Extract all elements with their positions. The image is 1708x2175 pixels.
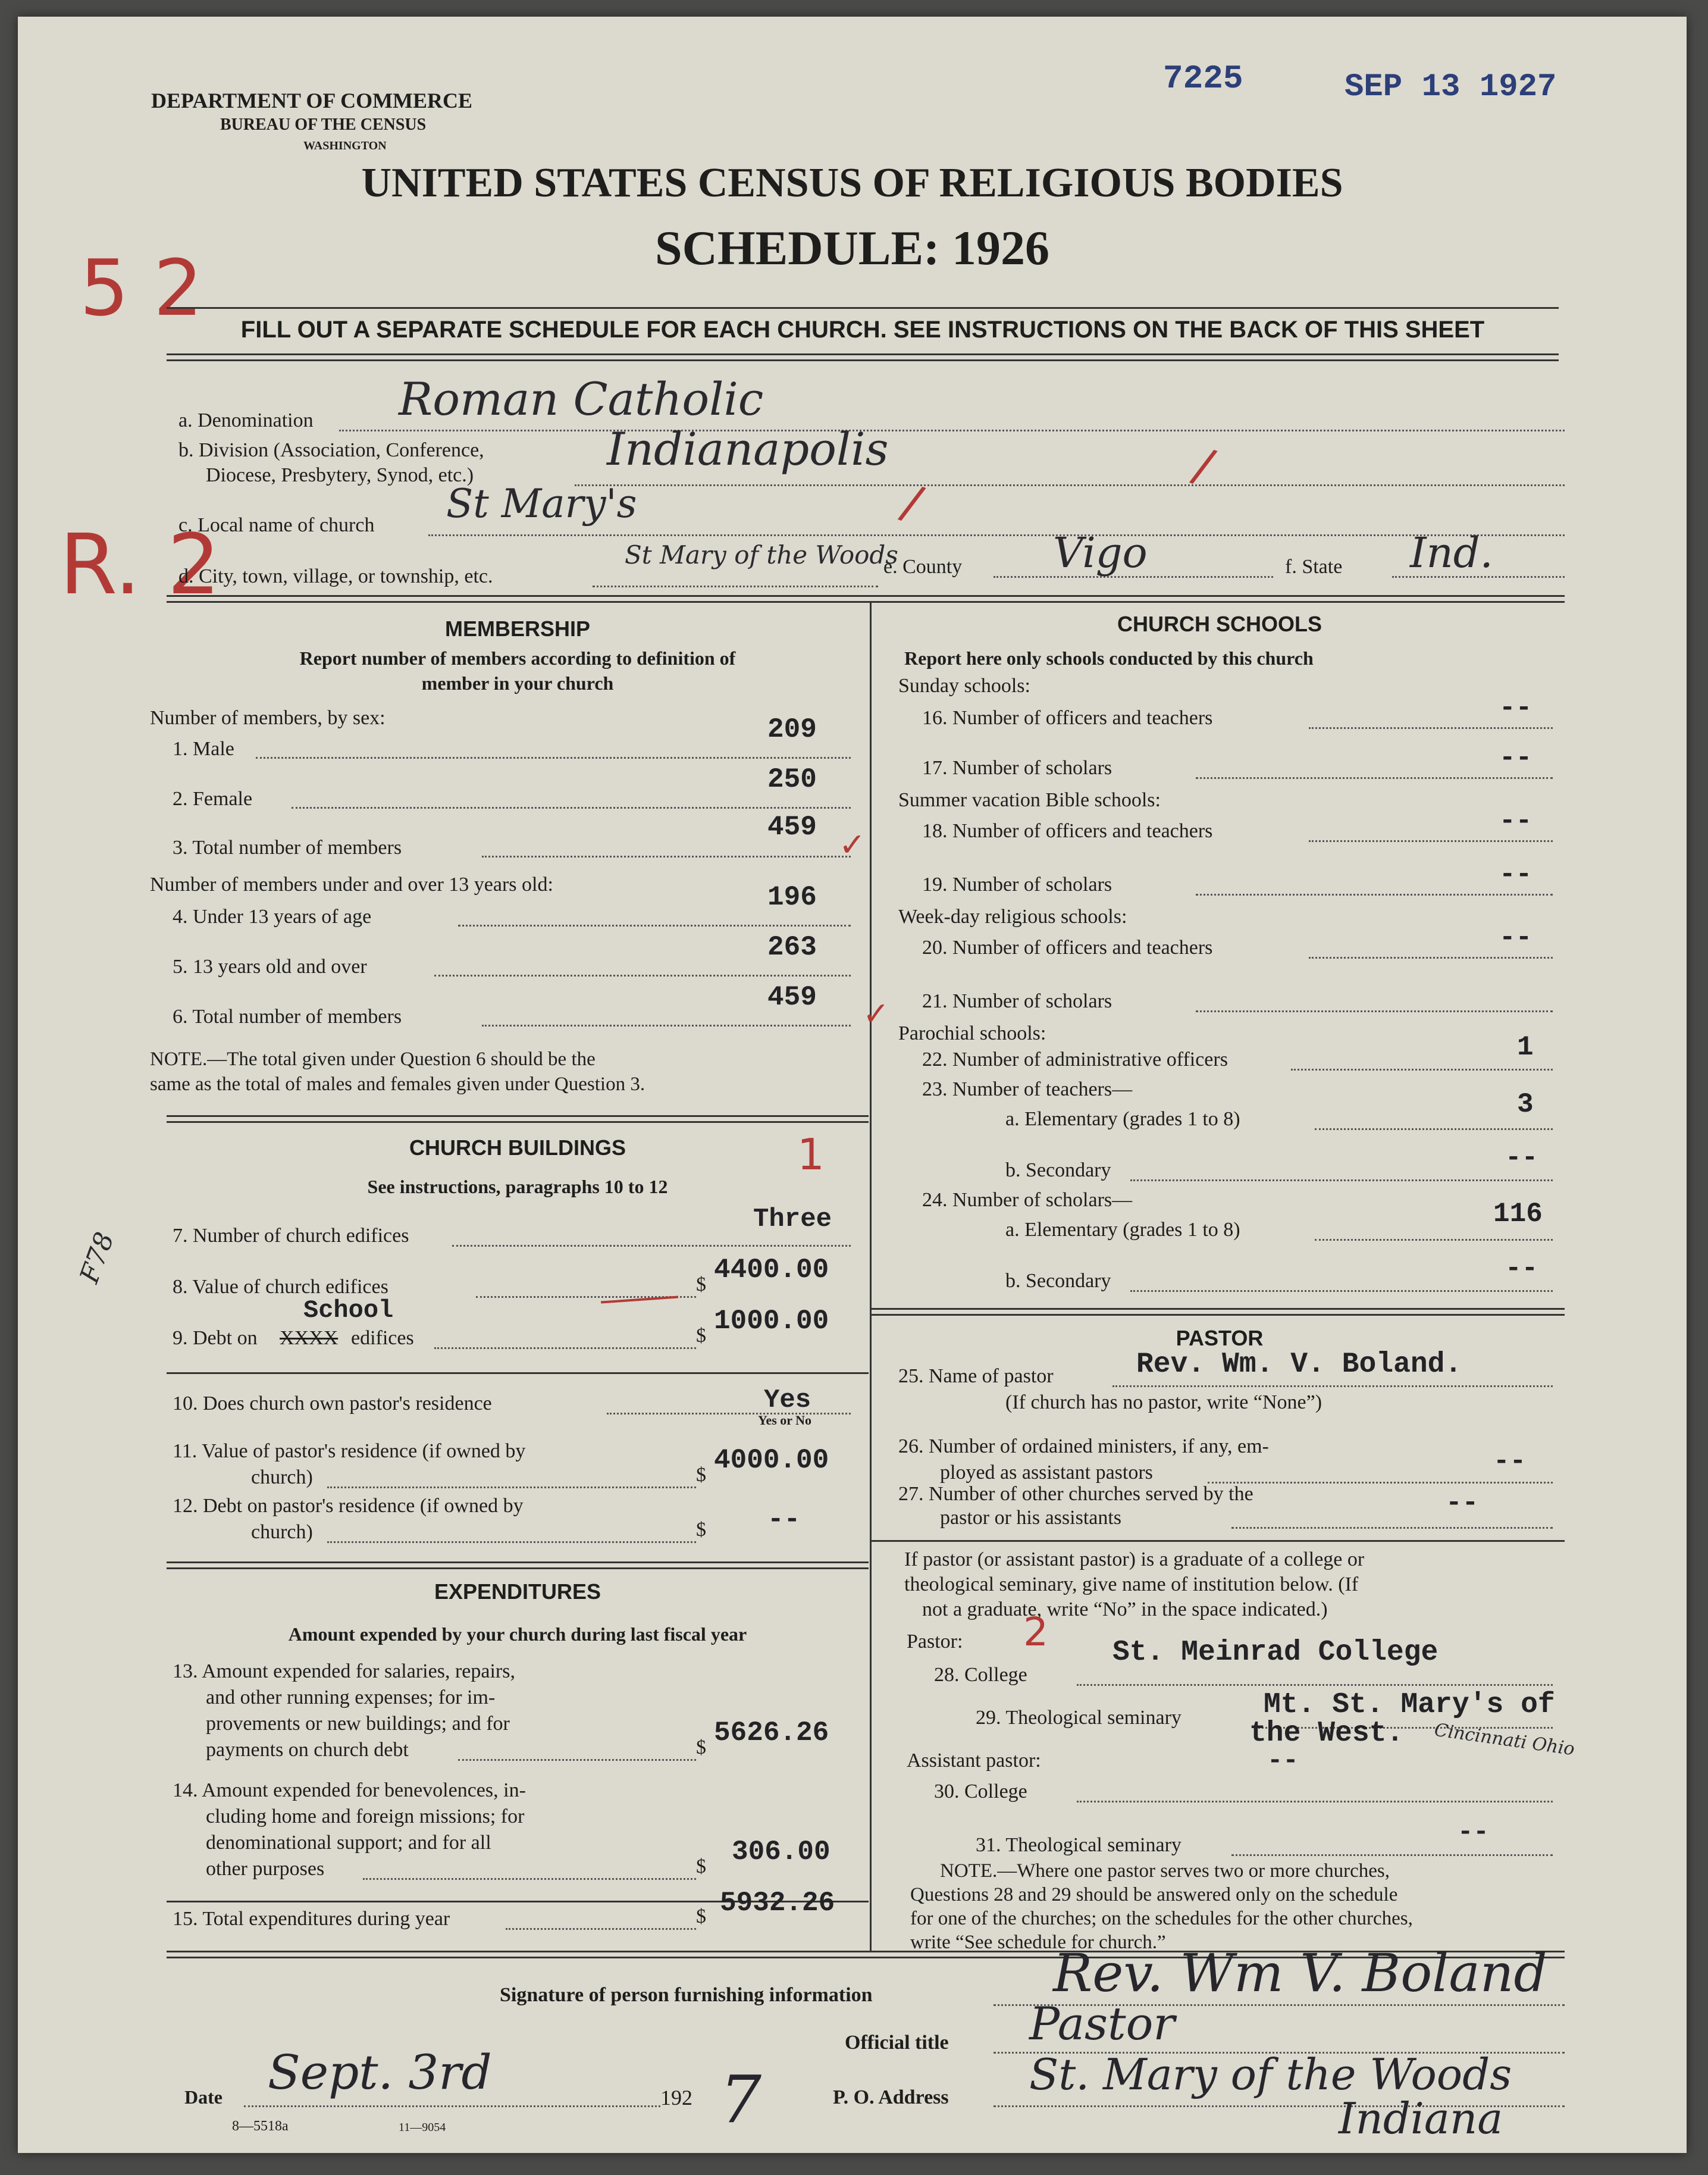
local-name-value: St Mary's xyxy=(446,481,637,527)
signature-label: Signature of person furnishing information xyxy=(500,1984,873,2006)
q21-line xyxy=(1196,1010,1553,1012)
q5-over13-value: 263 xyxy=(767,932,817,963)
q11-label-2: church) xyxy=(251,1466,313,1488)
parochial-schools-label: Parochial schools: xyxy=(898,1022,1046,1044)
q18-line xyxy=(1309,840,1553,842)
q9-line xyxy=(434,1347,696,1349)
local-name-line xyxy=(428,534,1565,536)
denomination-label: a. Denomination xyxy=(178,409,314,431)
q6-label: 6. Total number of members xyxy=(173,1006,402,1028)
section-rule xyxy=(167,1115,869,1123)
pastor-subhead: Pastor: xyxy=(907,1631,963,1653)
city-value: St Mary of the Woods xyxy=(625,540,898,569)
membership-heading: MEMBERSHIP xyxy=(444,616,591,641)
q19-value: -- xyxy=(1499,859,1533,890)
census-form-sheet xyxy=(18,17,1687,2153)
section-rule xyxy=(871,1308,1565,1316)
check-mark: ✓ xyxy=(839,826,866,863)
members-by-sex-label: Number of members, by sex: xyxy=(150,707,386,729)
q6-line xyxy=(482,1025,851,1027)
margin-mark-r2: R. 2 xyxy=(59,517,221,614)
year-digit: 7 xyxy=(720,2061,761,2138)
members-by-age-label: Number of members under and over 13 years old: xyxy=(150,874,553,896)
membership-instruction: Report number of members according to definition of xyxy=(299,647,736,669)
check-mark: ✓ xyxy=(863,995,890,1032)
q13-label-2: and other running expenses; for im- xyxy=(206,1686,496,1708)
q26-value: -- xyxy=(1493,1446,1527,1477)
q29-label: 29. Theological seminary xyxy=(976,1707,1182,1729)
graduate-instruction-2: theological seminary, give name of institution below. (If xyxy=(904,1573,1359,1595)
q29-handwritten-city: Cincinnati Ohio xyxy=(1433,1719,1576,1760)
instruction-line: FILL OUT A SEPARATE SCHEDULE FOR EACH CHURCH. SEE INSTRUCTIONS ON THE BACK OF THIS SHEET xyxy=(240,317,1485,343)
q25-hint: (If church has no pastor, write “None”) xyxy=(1005,1391,1322,1413)
instruction-rule xyxy=(167,353,1559,361)
county-value: Vigo xyxy=(1053,528,1148,577)
q3-label: 3. Total number of members xyxy=(173,837,402,859)
q24a-line xyxy=(1315,1239,1553,1241)
q4-label: 4. Under 13 years of age xyxy=(173,906,372,928)
division-value: Indianapolis xyxy=(607,423,889,475)
q12-dollar: $ xyxy=(696,1519,706,1541)
margin-mark-f78: F78 xyxy=(74,1228,121,1287)
date-value: Sept. 3rd xyxy=(268,2045,492,2100)
department-name: DEPARTMENT OF COMMERCE xyxy=(151,89,473,112)
q29-seminary-value-2: the West. xyxy=(1249,1717,1404,1750)
q11-value: 4000.00 xyxy=(714,1445,829,1476)
q8-label: 8. Value of church edifices xyxy=(173,1276,388,1298)
q25-line xyxy=(1112,1385,1553,1387)
q5-label: 5. 13 years old and over xyxy=(173,956,367,978)
q3-line xyxy=(482,856,851,858)
denomination-line xyxy=(339,430,1565,431)
signature-value: Rev. Wm V. Boland xyxy=(1053,1942,1547,2004)
q28-label: 28. College xyxy=(934,1664,1027,1686)
q18-value: -- xyxy=(1499,806,1533,837)
q30-value: -- xyxy=(1267,1746,1299,1776)
q12-value: -- xyxy=(767,1504,801,1535)
q10-value: Yes xyxy=(764,1385,811,1415)
q2-label: 2. Female xyxy=(173,788,253,810)
check-mark: / xyxy=(1186,437,1221,495)
form-number: 8—5518a xyxy=(232,2118,289,2134)
q13-label: 13. Amount expended for salaries, repairs, xyxy=(173,1660,515,1682)
assistant-pastor-subhead: Assistant pastor: xyxy=(907,1750,1041,1772)
q14-dollar: $ xyxy=(696,1855,706,1877)
q24b-line xyxy=(1130,1290,1553,1292)
top-rule xyxy=(167,307,1559,309)
denomination-value: Roman Catholic xyxy=(399,373,764,425)
column-divider xyxy=(870,602,872,1951)
received-date-stamp: SEP 13 1927 xyxy=(1345,69,1557,105)
q13-label-4: payments on church debt xyxy=(206,1739,409,1761)
received-number-stamp: 7225 xyxy=(1163,60,1243,98)
q22-value: 1 xyxy=(1517,1032,1534,1063)
q29-seminary-value: Mt. St. Mary's of xyxy=(1264,1689,1555,1721)
q27-label: 27. Number of other churches served by the xyxy=(898,1483,1253,1505)
q23-label: 23. Number of teachers— xyxy=(922,1078,1133,1100)
pastor-note-2: Questions 28 and 29 should be answered only on the schedule xyxy=(910,1884,1398,1905)
q31-value: -- xyxy=(1458,1817,1489,1847)
q28-college-value: St. Meinrad College xyxy=(1112,1636,1439,1669)
print-number: 11—9054 xyxy=(399,2121,446,2134)
official-title-value: Pastor xyxy=(1029,1997,1175,2050)
membership-instruction-2: member in your church xyxy=(421,672,614,694)
q4-line xyxy=(458,925,851,927)
q10-hint: Yes or No xyxy=(758,1413,812,1428)
q11-dollar: $ xyxy=(696,1464,706,1486)
q16-line xyxy=(1309,727,1553,729)
q10-label: 10. Does church own pastor's residence xyxy=(173,1392,492,1414)
q20-label: 20. Number of officers and teachers xyxy=(922,937,1213,959)
q28-line xyxy=(1077,1684,1553,1686)
q11-line xyxy=(327,1486,696,1488)
state-label: f. State xyxy=(1285,556,1343,578)
buildings-instruction: See instructions, paragraphs 10 to 12 xyxy=(367,1176,668,1197)
q23b-value: -- xyxy=(1505,1143,1538,1173)
graduate-instruction-3: not a graduate, write “No” in the space indicated.) xyxy=(922,1598,1328,1620)
q7-line xyxy=(452,1245,851,1247)
q9-label-2: edifices xyxy=(351,1327,414,1349)
q9-struck-word: XXXX xyxy=(280,1327,339,1349)
county-label: e. County xyxy=(883,556,963,578)
q23b-label: b. Secondary xyxy=(1005,1159,1111,1181)
q2-female-value: 250 xyxy=(767,764,817,795)
q14-value: 306.00 xyxy=(732,1836,831,1867)
q14-label-3: denominational support; and for all xyxy=(206,1832,491,1854)
schools-instruction: Report here only schools conducted by this church xyxy=(904,647,1314,669)
q24a-value: 116 xyxy=(1493,1198,1543,1229)
q18-label: 18. Number of officers and teachers xyxy=(922,820,1213,842)
q5-line xyxy=(434,975,851,977)
q15-line xyxy=(506,1928,696,1930)
q23b-line xyxy=(1130,1179,1553,1181)
po-address-value: St. Mary of the Woods xyxy=(1029,2049,1512,2099)
membership-note: NOTE.—The total given under Question 6 should be the xyxy=(150,1049,596,1070)
city-label: d. City, town, village, or township, etc. xyxy=(178,565,493,587)
q7-edifices-value: Three xyxy=(753,1204,832,1234)
q16-label: 16. Number of officers and teachers xyxy=(922,707,1213,729)
q2-line xyxy=(292,807,851,809)
division-line xyxy=(575,484,1565,486)
membership-note-2: same as the total of males and females given under Question 3. xyxy=(150,1074,645,1095)
q20-value: -- xyxy=(1499,922,1533,953)
division-label: b. Division (Association, Conference, xyxy=(178,439,484,461)
date-label: Date xyxy=(184,2086,222,2108)
q17-value: -- xyxy=(1499,743,1533,774)
ident-bottom-rule xyxy=(167,595,1565,603)
q12-line xyxy=(327,1541,696,1543)
q15-value: 5932.26 xyxy=(720,1888,835,1919)
q20-line xyxy=(1309,957,1553,959)
q13-value: 5626.26 xyxy=(714,1717,829,1748)
q24b-label: b. Secondary xyxy=(1005,1270,1111,1292)
q9-dollar: $ xyxy=(696,1325,706,1347)
margin-mark-52: 5 2 xyxy=(80,243,203,333)
q9-value: 1000.00 xyxy=(714,1306,829,1337)
q27-label-2: pastor or his assistants xyxy=(940,1507,1122,1529)
po-address-label: P. O. Address xyxy=(833,2086,949,2108)
bureau-city: WASHINGTON xyxy=(303,139,387,152)
q21-label: 21. Number of scholars xyxy=(922,990,1112,1012)
q24-label: 24. Number of scholars— xyxy=(922,1189,1133,1211)
q27-line xyxy=(1231,1527,1553,1529)
q1-male-value: 209 xyxy=(767,714,817,745)
q8-dollar: $ xyxy=(696,1273,706,1295)
form-title: UNITED STATES CENSUS OF RELIGIOUS BODIES xyxy=(361,160,1343,206)
q31-line xyxy=(1231,1854,1553,1856)
q22-line xyxy=(1291,1069,1553,1071)
q13-label-3: provements or new buildings; and for xyxy=(206,1713,510,1735)
schools-heading: CHURCH SCHOOLS xyxy=(1117,612,1322,636)
q15-label: 15. Total expenditures during year xyxy=(173,1908,450,1930)
q1-label: 1. Male xyxy=(173,738,234,760)
q13-line xyxy=(458,1759,696,1761)
q26-label-2: ployed as assistant pastors xyxy=(940,1462,1153,1484)
pastor-name-value: Rev. Wm. V. Boland. xyxy=(1136,1348,1462,1381)
expenditures-heading: EXPENDITURES xyxy=(434,1579,601,1604)
q6-total-value: 459 xyxy=(767,982,817,1013)
q26-line xyxy=(1208,1482,1553,1484)
q7-label: 7. Number of church edifices xyxy=(173,1225,409,1247)
q30-label: 30. College xyxy=(934,1780,1027,1802)
q14-line xyxy=(363,1878,696,1880)
q9-label: 9. Debt on xyxy=(173,1327,258,1349)
graduate-instruction: If pastor (or assistant pastor) is a graduate of a college or xyxy=(904,1548,1365,1570)
q4-under13-value: 196 xyxy=(767,882,817,913)
buildings-heading: CHURCH BUILDINGS xyxy=(409,1135,626,1160)
q11-label: 11. Value of pastor's residence (if owned by xyxy=(173,1440,526,1462)
pastor-heading: PASTOR xyxy=(1176,1326,1264,1350)
weekday-schools-label: Week-day religious schools: xyxy=(898,906,1127,928)
q12-label: 12. Debt on pastor's residence (if owned by xyxy=(173,1495,524,1517)
q24a-label: a. Elementary (grades 1 to 8) xyxy=(1005,1219,1240,1241)
section-rule xyxy=(167,1561,869,1569)
year-prefix: 192 xyxy=(660,2086,692,2110)
q15-dollar: $ xyxy=(696,1905,706,1927)
q26-label: 26. Number of ordained ministers, if any, em- xyxy=(898,1435,1269,1457)
date-line xyxy=(244,2105,660,2107)
city-line xyxy=(593,586,878,587)
official-title-label: Official title xyxy=(845,2032,949,2054)
q1-line xyxy=(256,757,851,759)
pastor-red-mark: 2 xyxy=(1023,1609,1048,1655)
check-mark: / xyxy=(895,474,930,531)
q13-dollar: $ xyxy=(696,1736,706,1758)
q25-label: 25. Name of pastor xyxy=(898,1365,1054,1387)
q10-line xyxy=(607,1413,851,1414)
q14-label-4: other purposes xyxy=(206,1858,325,1880)
section-rule xyxy=(167,1372,869,1374)
q22-label: 22. Number of administrative officers xyxy=(922,1049,1228,1071)
q3-total-value: 459 xyxy=(767,812,817,843)
q23a-line xyxy=(1315,1128,1553,1130)
q9-inserted-word: School xyxy=(303,1296,394,1325)
q27-value: -- xyxy=(1446,1488,1479,1519)
q31-label: 31. Theological seminary xyxy=(976,1834,1182,1856)
q30-line xyxy=(1077,1801,1553,1802)
q23a-value: 3 xyxy=(1517,1089,1534,1120)
expenditures-instruction: Amount expended by your church during last fiscal year xyxy=(288,1623,747,1645)
q19-line xyxy=(1196,894,1553,896)
bureau-name: BUREAU OF THE CENSUS xyxy=(220,115,427,134)
local-name-label: c. Local name of church xyxy=(178,514,375,536)
q16-value: -- xyxy=(1499,693,1533,724)
q17-line xyxy=(1196,777,1553,779)
q17-label: 17. Number of scholars xyxy=(922,757,1112,779)
pastor-note: NOTE.—Where one pastor serves two or more churches, xyxy=(940,1860,1390,1882)
q12-label-2: church) xyxy=(251,1521,313,1543)
section-rule xyxy=(871,1540,1565,1542)
summer-schools-label: Summer vacation Bible schools: xyxy=(898,789,1161,811)
sunday-schools-label: Sunday schools: xyxy=(898,675,1030,697)
schedule-title: SCHEDULE: 1926 xyxy=(655,221,1049,275)
pastor-note-4: write “See schedule for church.” xyxy=(910,1932,1166,1953)
q8-value: 4400.00 xyxy=(714,1254,829,1285)
q23a-label: a. Elementary (grades 1 to 8) xyxy=(1005,1108,1240,1130)
red-tick-mark: 1 xyxy=(797,1129,825,1179)
q14-label: 14. Amount expended for benevolences, in- xyxy=(173,1779,526,1801)
pastor-note-3: for one of the churches; on the schedules for the other churches, xyxy=(910,1908,1413,1929)
q24b-value: -- xyxy=(1505,1253,1538,1284)
state-value: Ind. xyxy=(1410,528,1493,577)
division-label-2: Diocese, Presbytery, Synod, etc.) xyxy=(206,464,474,486)
q14-label-2: cluding home and foreign missions; for xyxy=(206,1805,525,1827)
q19-label: 19. Number of scholars xyxy=(922,874,1112,896)
po-address-value-2: Indiana xyxy=(1339,2093,1503,2143)
